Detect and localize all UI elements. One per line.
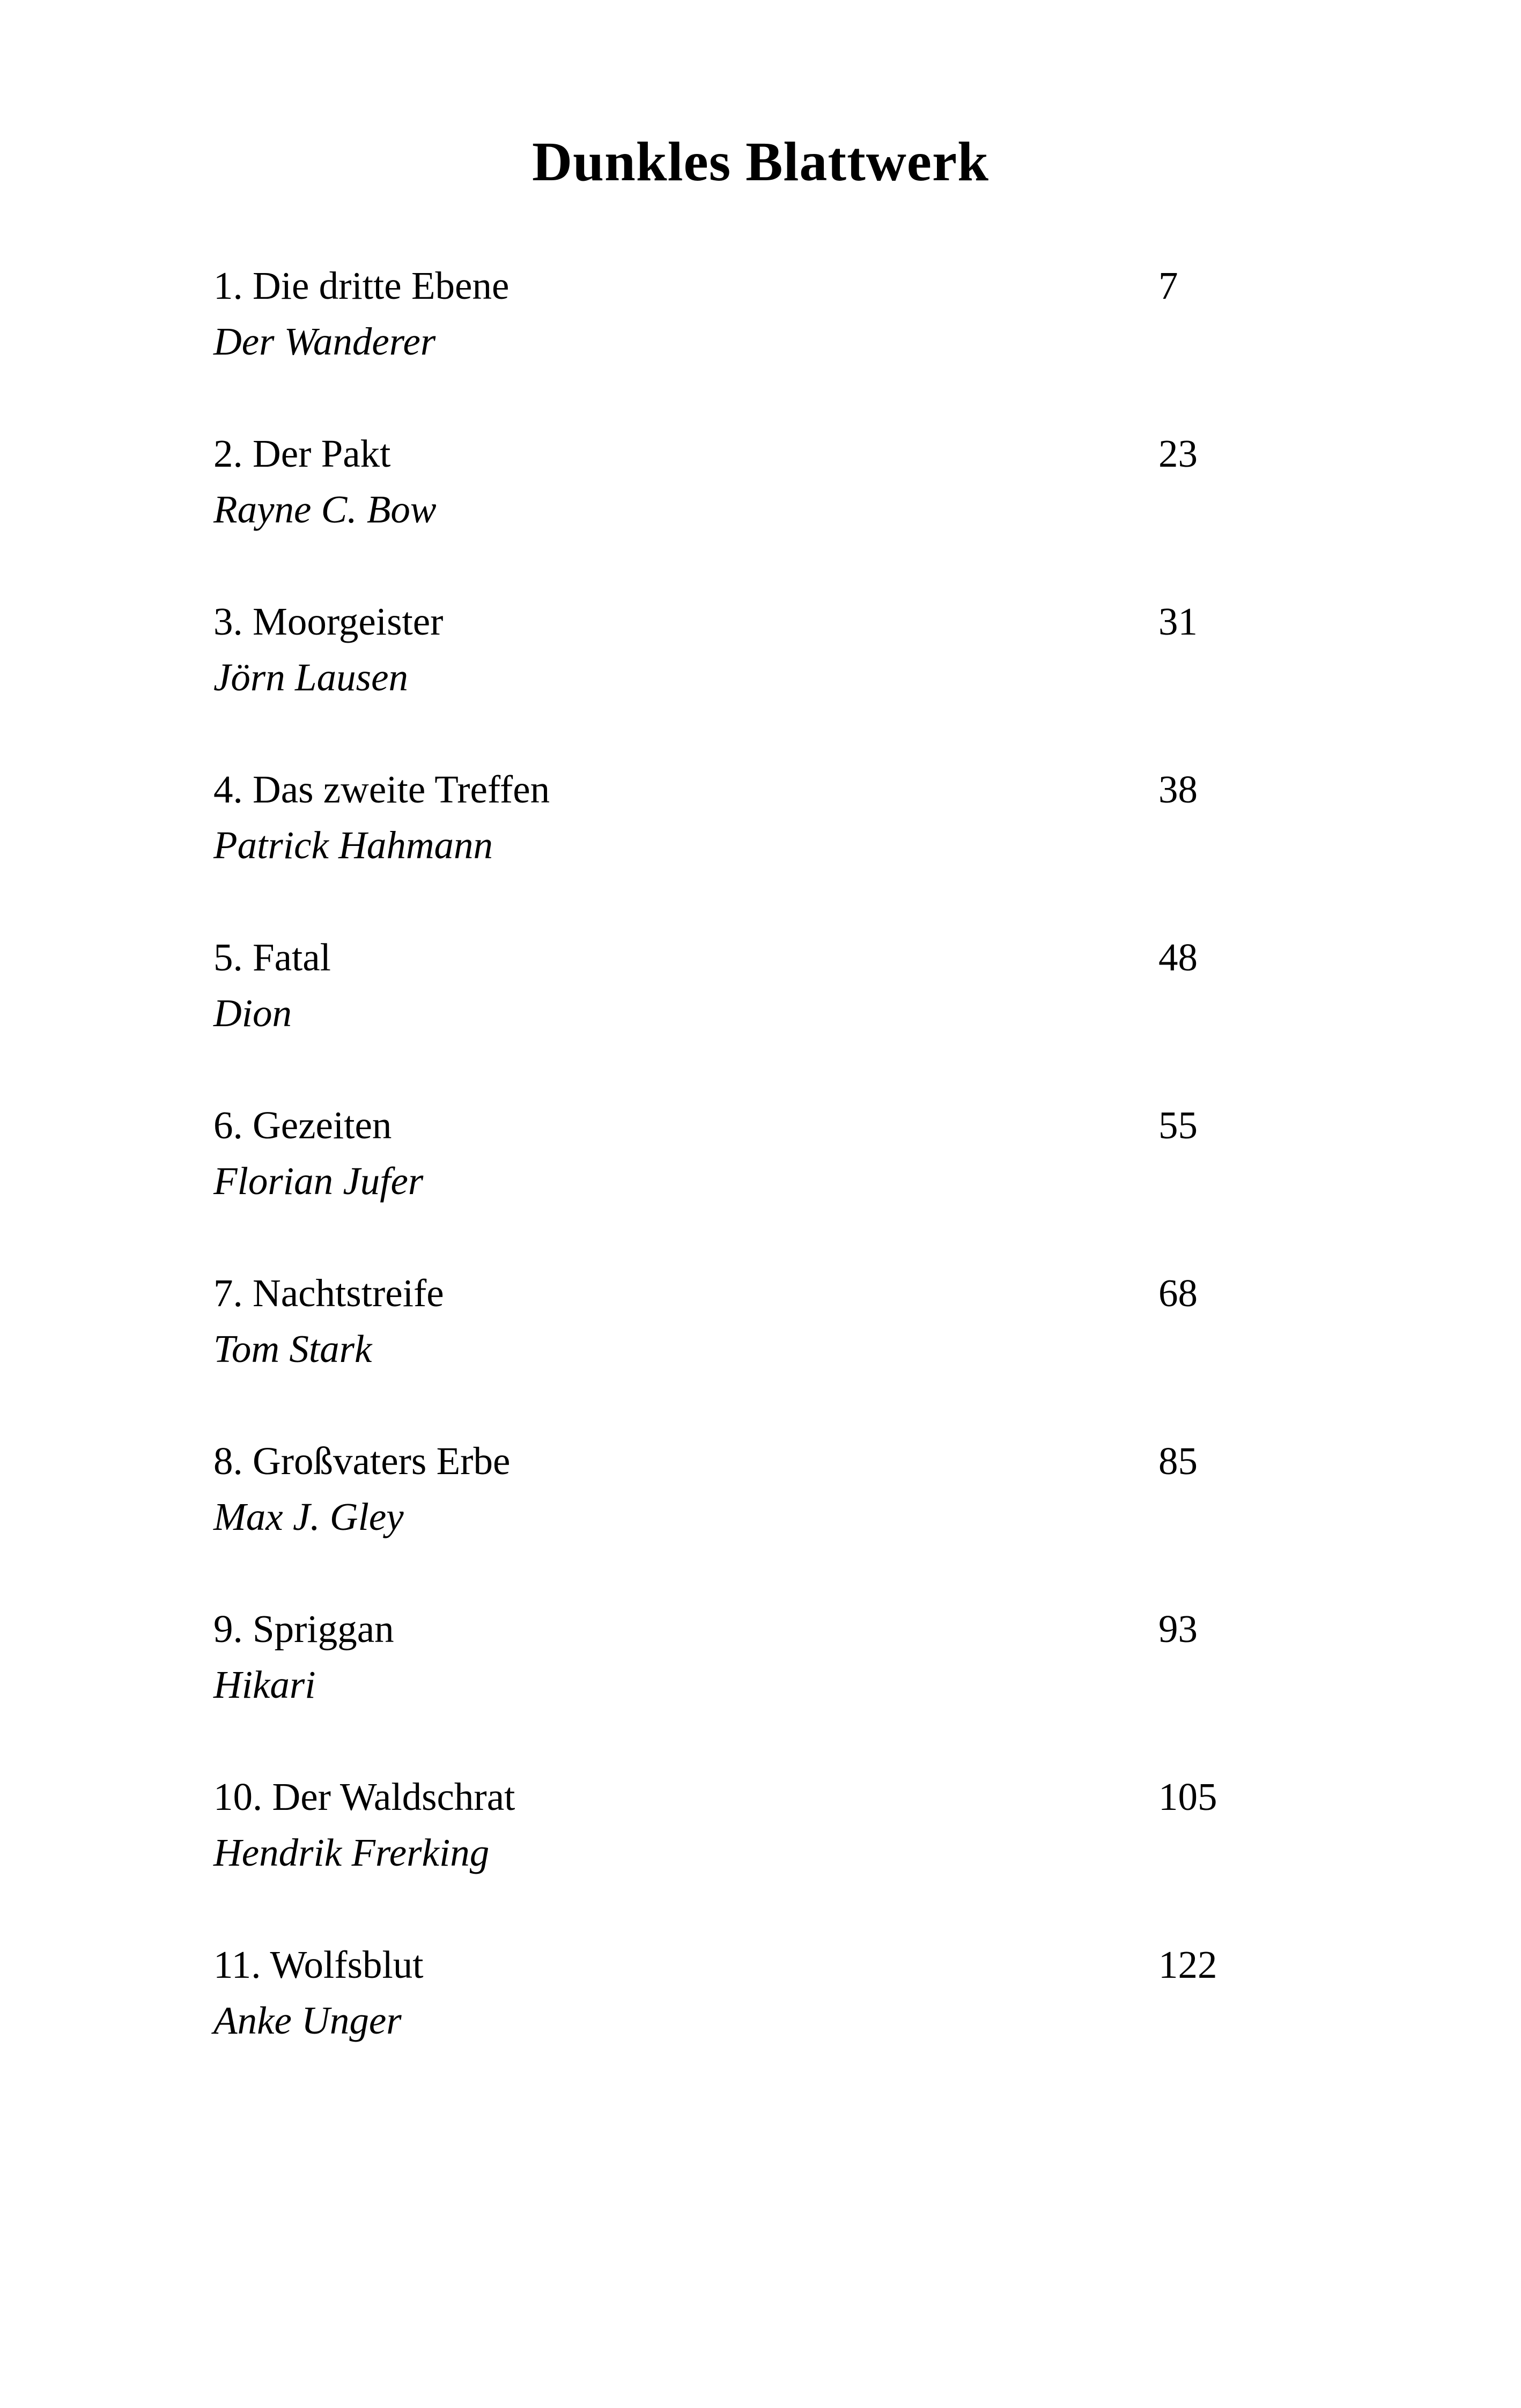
page-number: 31 <box>1158 600 1198 643</box>
story-title: 9. Spriggan <box>213 1607 394 1651</box>
toc-entry <box>213 1096 1286 1264</box>
toc-entry <box>213 928 1286 1096</box>
story-author: Anke Unger <box>213 1999 402 2042</box>
story-author: Rayne C. Bow <box>213 488 437 531</box>
toc-entry <box>213 424 1286 592</box>
story-title: 6. Gezeiten <box>213 1103 392 1147</box>
story-author: Tom Stark <box>213 1327 372 1371</box>
story-author: Jörn Lausen <box>213 656 408 699</box>
story-author: Der Wanderer <box>213 320 436 363</box>
page-number: 93 <box>1158 1607 1198 1651</box>
toc-entry <box>213 1768 1286 1935</box>
toc-entry <box>213 760 1286 928</box>
story-author: Hikari <box>213 1663 316 1706</box>
story-author: Patrick Hahmann <box>213 823 493 867</box>
page-number: 55 <box>1158 1103 1198 1147</box>
page-title: Dunkles Blattwerk <box>532 131 989 193</box>
story-author: Dion <box>213 991 292 1035</box>
toc-entry <box>213 592 1286 760</box>
story-author: Hendrik Frerking <box>213 1831 490 1874</box>
story-title: 8. Großvaters Erbe <box>213 1439 511 1483</box>
story-author: Max J. Gley <box>213 1495 404 1538</box>
story-title: 11. Wolfsblut <box>213 1943 424 1986</box>
story-title: 10. Der Waldschrat <box>213 1775 515 1818</box>
page-number: 7 <box>1158 264 1178 307</box>
toc-entry <box>213 1935 1286 2103</box>
toc-entry <box>213 1264 1286 1432</box>
page-number: 122 <box>1158 1943 1217 1986</box>
page-number: 38 <box>1158 768 1198 811</box>
toc-entry <box>213 256 1286 424</box>
story-title: 7. Nachtstreife <box>213 1271 444 1315</box>
table-of-contents <box>213 256 1286 2103</box>
page-number: 68 <box>1158 1271 1198 1315</box>
story-title: 1. Die dritte Ebene <box>213 264 510 307</box>
story-author: Florian Jufer <box>213 1159 424 1203</box>
page-number: 105 <box>1158 1775 1217 1818</box>
story-title: 4. Das zweite Treffen <box>213 768 550 811</box>
toc-entry <box>213 1600 1286 1768</box>
toc-entry <box>213 1432 1286 1600</box>
page-number: 48 <box>1158 936 1198 979</box>
story-title: 2. Der Pakt <box>213 432 391 475</box>
page-number: 85 <box>1158 1439 1198 1483</box>
page-number: 23 <box>1158 432 1198 475</box>
story-title: 5. Fatal <box>213 936 331 979</box>
story-title: 3. Moorgeister <box>213 600 444 643</box>
